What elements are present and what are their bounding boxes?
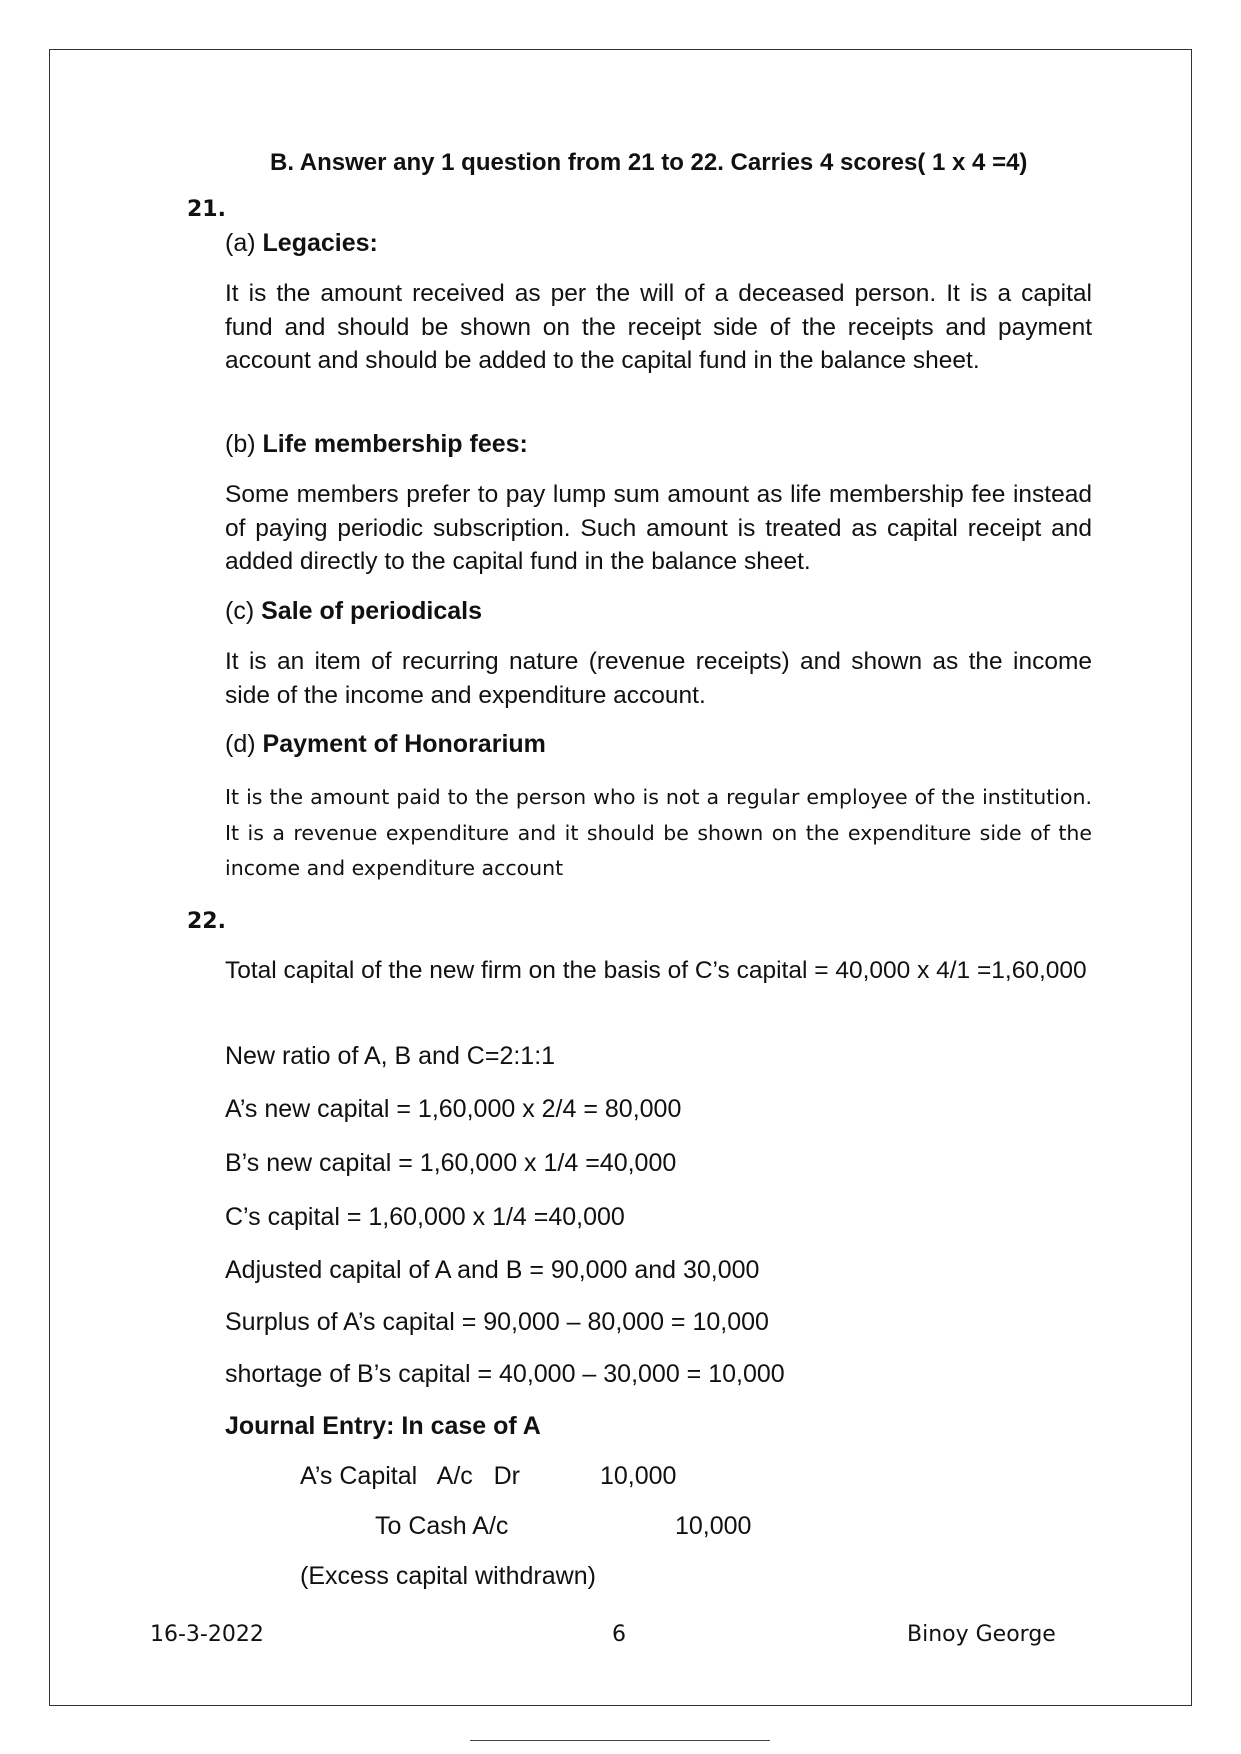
q21-a-heading <box>225 229 378 258</box>
q21-d-text: It is the amount paid to the person who is not a regular employee of the institution. It is a revenue expenditure and it should be shown on the expenditure side of the income and expenditure account <box>225 785 1092 880</box>
footer-page-number: 6 <box>612 1622 626 1647</box>
q21-d-title: Payment of Honorarium <box>262 730 546 758</box>
q21-d-heading <box>225 730 546 759</box>
q22-line-a-new-capital: A’s new capital = 1,60,000 x 2/4 = 80,000 <box>225 1095 682 1123</box>
q22-line-b-new-capital: B’s new capital = 1,60,000 x 1/4 =40,000 <box>225 1149 677 1177</box>
q21-c-text: It is an item of recurring nature (revenue receipts) and shown as the income side of the income and expenditure account. <box>225 648 1092 709</box>
q21-d-prefix: (d) <box>225 730 256 758</box>
q21-a-text: It is the amount received as per the will of a deceased person. It is a capital fund and should be shown on the receipt side of the receipts and payment account and should be added to the capital fund in the balance sheet. <box>225 280 1092 374</box>
question-22-number: 22. <box>187 909 226 934</box>
q22-line-c-capital: C’s capital = 1,60,000 x 1/4 =40,000 <box>225 1203 625 1231</box>
journal-credit-amount: 10,000 <box>675 1512 752 1540</box>
journal-heading: Journal Entry: In case of A <box>225 1412 541 1440</box>
q21-a-title: Legacies: <box>262 229 378 257</box>
q22-line-new-ratio: New ratio of A, B and C=2:1:1 <box>225 1042 556 1070</box>
q21-b-heading <box>225 430 528 459</box>
q21-c-heading <box>225 597 482 626</box>
q22-line-shortage: shortage of B’s capital = 40,000 – 30,000 = 10,000 <box>225 1360 785 1388</box>
journal-debit-account: A’s Capital A/c Dr <box>300 1462 520 1490</box>
q22-line-surplus: Surplus of A’s capital = 90,000 – 80,000 = 10,000 <box>225 1308 769 1336</box>
q21-b-prefix: (b) <box>225 430 256 458</box>
q21-a-prefix: (a) <box>225 229 256 257</box>
section-heading: B. Answer any 1 question from 21 to 22. Carries 4 scores( 1 x 4 =4) <box>270 149 1028 176</box>
footer-author: Binoy George <box>907 1622 1056 1647</box>
q22-total-capital: Total capital of the new firm on the basis of C’s capital = 40,000 x 4/1 =1,60,000 <box>225 957 1087 984</box>
journal-credit-account: To Cash A/c <box>375 1512 509 1540</box>
journal-debit-amount: 10,000 <box>600 1462 677 1490</box>
q21-c-prefix: (c) <box>225 597 255 625</box>
q21-c-title: Sale of periodicals <box>261 597 483 625</box>
bottom-rule <box>470 1740 770 1741</box>
journal-narration: (Excess capital withdrawn) <box>300 1562 596 1590</box>
q21-b-title: Life membership fees: <box>262 430 528 458</box>
footer-date: 16-3-2022 <box>150 1622 264 1647</box>
question-21-number: 21. <box>187 197 226 222</box>
q21-b-text: Some members prefer to pay lump sum amount as life membership fee instead of paying periodic subscription. Such amount is treated as capital receipt and added directly to the capital fund in the balance sheet. <box>225 481 1092 575</box>
q22-line-adjusted-capital: Adjusted capital of A and B = 90,000 and 30,000 <box>225 1256 760 1284</box>
